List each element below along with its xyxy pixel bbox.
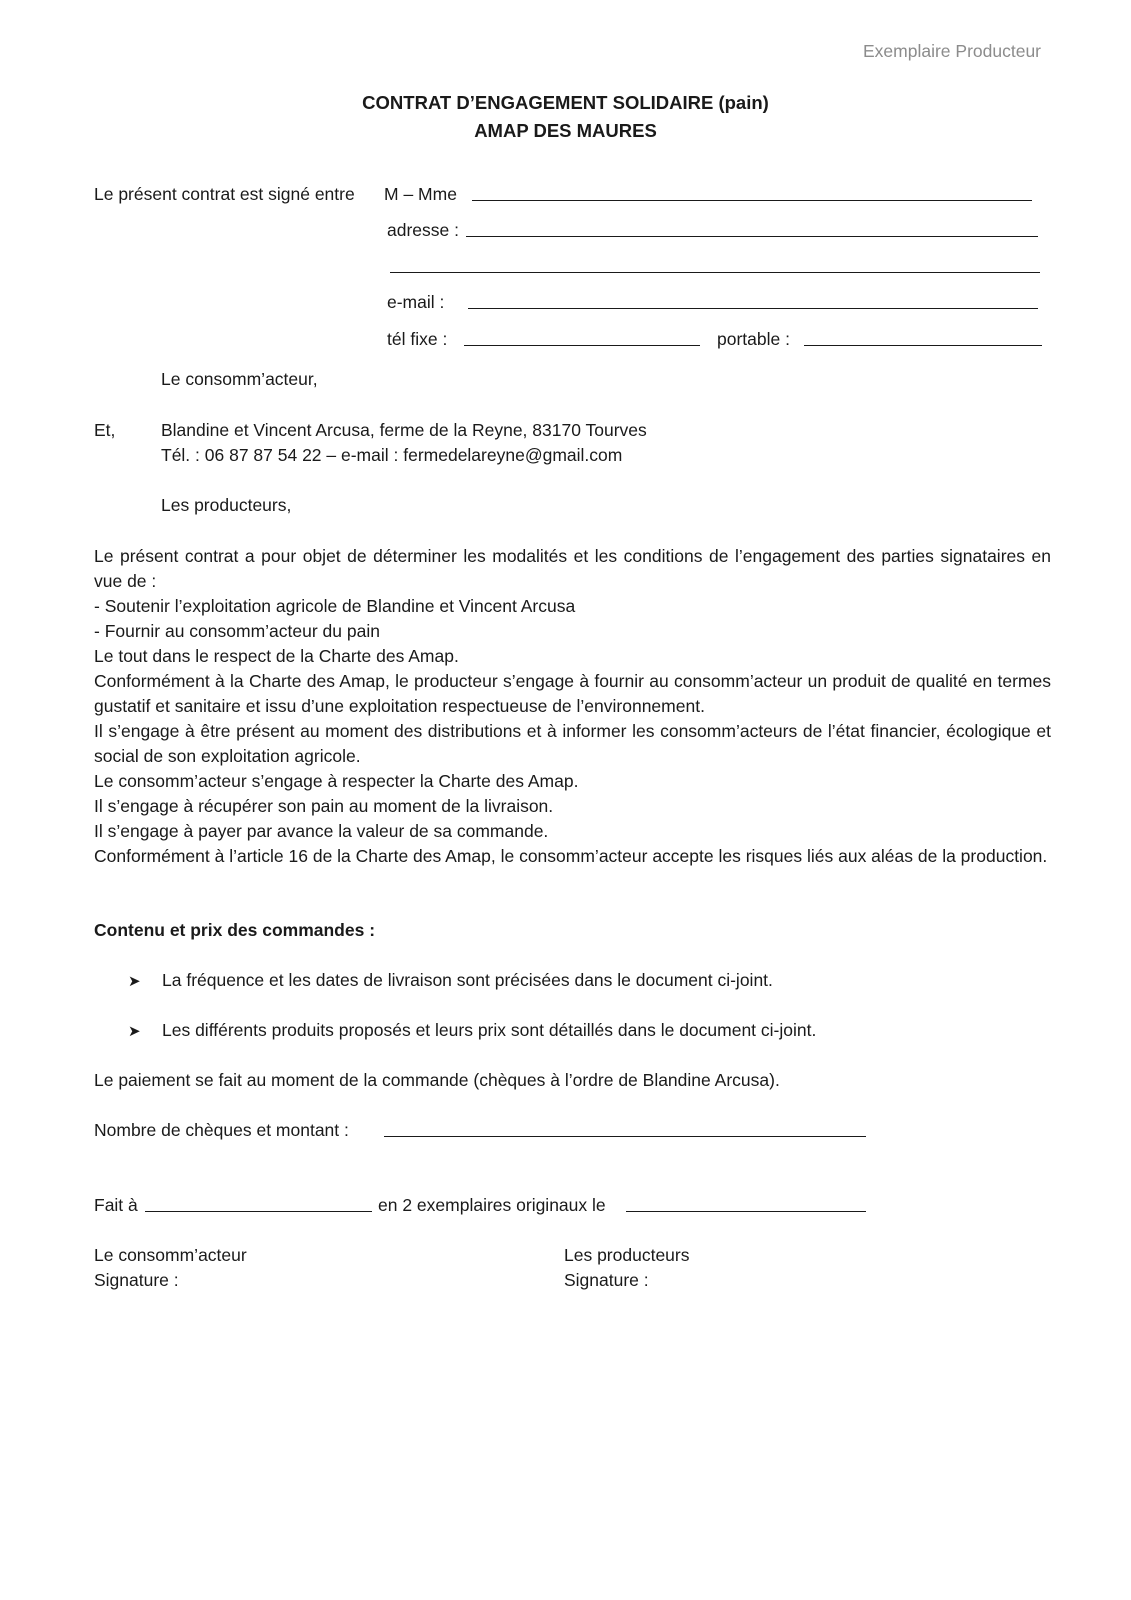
- bullet-item: [128, 968, 773, 994]
- mobile-label: portable :: [717, 329, 790, 349]
- producer-line2: Tél. : 06 87 87 54 22 – e-mail : fermedelareyne@gmail.com: [161, 445, 623, 465]
- consumer-signature-label: Signature :: [94, 1270, 179, 1290]
- copies-label: en 2 exemplaires originaux le: [378, 1195, 606, 1215]
- body-paragraph: - Fournir au consomm’acteur du pain: [94, 621, 380, 641]
- body-paragraph: Il s’engage à être présent au moment des distributions et à informer les consomm’acteurs de l’état financier, écologique et social de son exploitation agricole.: [94, 721, 1051, 766]
- contract-title: CONTRAT D’ENGAGEMENT SOLIDAIRE (pain): [362, 92, 769, 113]
- body-paragraph: Il s’engage à payer par avance la valeur de sa commande.: [94, 821, 549, 841]
- contract-body: [94, 544, 1051, 869]
- producer-prefix: Et,: [94, 420, 116, 440]
- name-field[interactable]: [472, 182, 1032, 207]
- bullet-text: Les différents produits proposés et leurs prix sont détaillés dans le document ci-joint.: [162, 1020, 817, 1040]
- phone-field[interactable]: [464, 327, 700, 352]
- mobile-field[interactable]: [804, 327, 1042, 352]
- producer-line1: Blandine et Vincent Arcusa, ferme de la Reyne, 83170 Tourves: [161, 420, 647, 440]
- address-field[interactable]: [466, 218, 1038, 243]
- phone-label: tél fixe :: [387, 329, 448, 349]
- body-paragraph: Conformément à l’article 16 de la Charte des Amap, le consomm’acteur accepte les risques liés aux aléas de la production.: [94, 846, 1048, 866]
- consumer-intro: Le présent contrat est signé entre: [94, 184, 355, 204]
- body-paragraph: Le présent contrat a pour objet de déterminer les modalités et les conditions de l’engagement des parties signataires en vue de :: [94, 546, 1051, 591]
- consumer-signature-role: Le consomm’acteur: [94, 1245, 247, 1265]
- contract-subtitle: AMAP DES MAURES: [474, 120, 657, 141]
- arrow-bullet-icon: ➤: [128, 973, 141, 990]
- producers-signature-label: Signature :: [564, 1270, 649, 1290]
- cheques-label: Nombre de chèques et montant :: [94, 1120, 349, 1140]
- body-paragraph: Le tout dans le respect de la Charte des Amap.: [94, 646, 459, 666]
- body-paragraph: Conformément à la Charte des Amap, le producteur s’engage à fournir au consomm’acteur un produit de qualité en termes gustatif et sanitaire et issu d’une exploitation respectueuse de l’environnement.: [94, 671, 1051, 716]
- copy-label: Exemplaire Producteur: [863, 41, 1041, 61]
- place-label: Fait à: [94, 1195, 138, 1215]
- email-field[interactable]: [468, 290, 1038, 315]
- address-line2-field[interactable]: [390, 254, 1040, 279]
- orders-heading: Contenu et prix des commandes :: [94, 920, 376, 940]
- place-field[interactable]: [145, 1193, 372, 1218]
- body-paragraph: Il s’engage à récupérer son pain au moment de la livraison.: [94, 796, 554, 816]
- payment-text: Le paiement se fait au moment de la commande (chèques à l’ordre de Blandine Arcusa).: [94, 1070, 780, 1090]
- arrow-bullet-icon: ➤: [128, 1023, 141, 1040]
- body-paragraph: - Soutenir l’exploitation agricole de Blandine et Vincent Arcusa: [94, 596, 576, 616]
- producer-role: Les producteurs,: [161, 495, 292, 515]
- address-label: adresse :: [387, 220, 459, 240]
- bullet-item: [128, 1018, 816, 1044]
- name-label: M – Mme: [384, 184, 457, 204]
- consumer-role: Le consomm’acteur,: [161, 369, 318, 389]
- date-field[interactable]: [626, 1193, 866, 1218]
- body-paragraph: Le consomm’acteur s’engage à respecter la Charte des Amap.: [94, 771, 579, 791]
- cheques-field[interactable]: [384, 1118, 866, 1143]
- producers-signature-role: Les producteurs: [564, 1245, 690, 1265]
- bullet-text: La fréquence et les dates de livraison sont précisées dans le document ci-joint.: [162, 970, 773, 990]
- email-label: e-mail :: [387, 292, 445, 312]
